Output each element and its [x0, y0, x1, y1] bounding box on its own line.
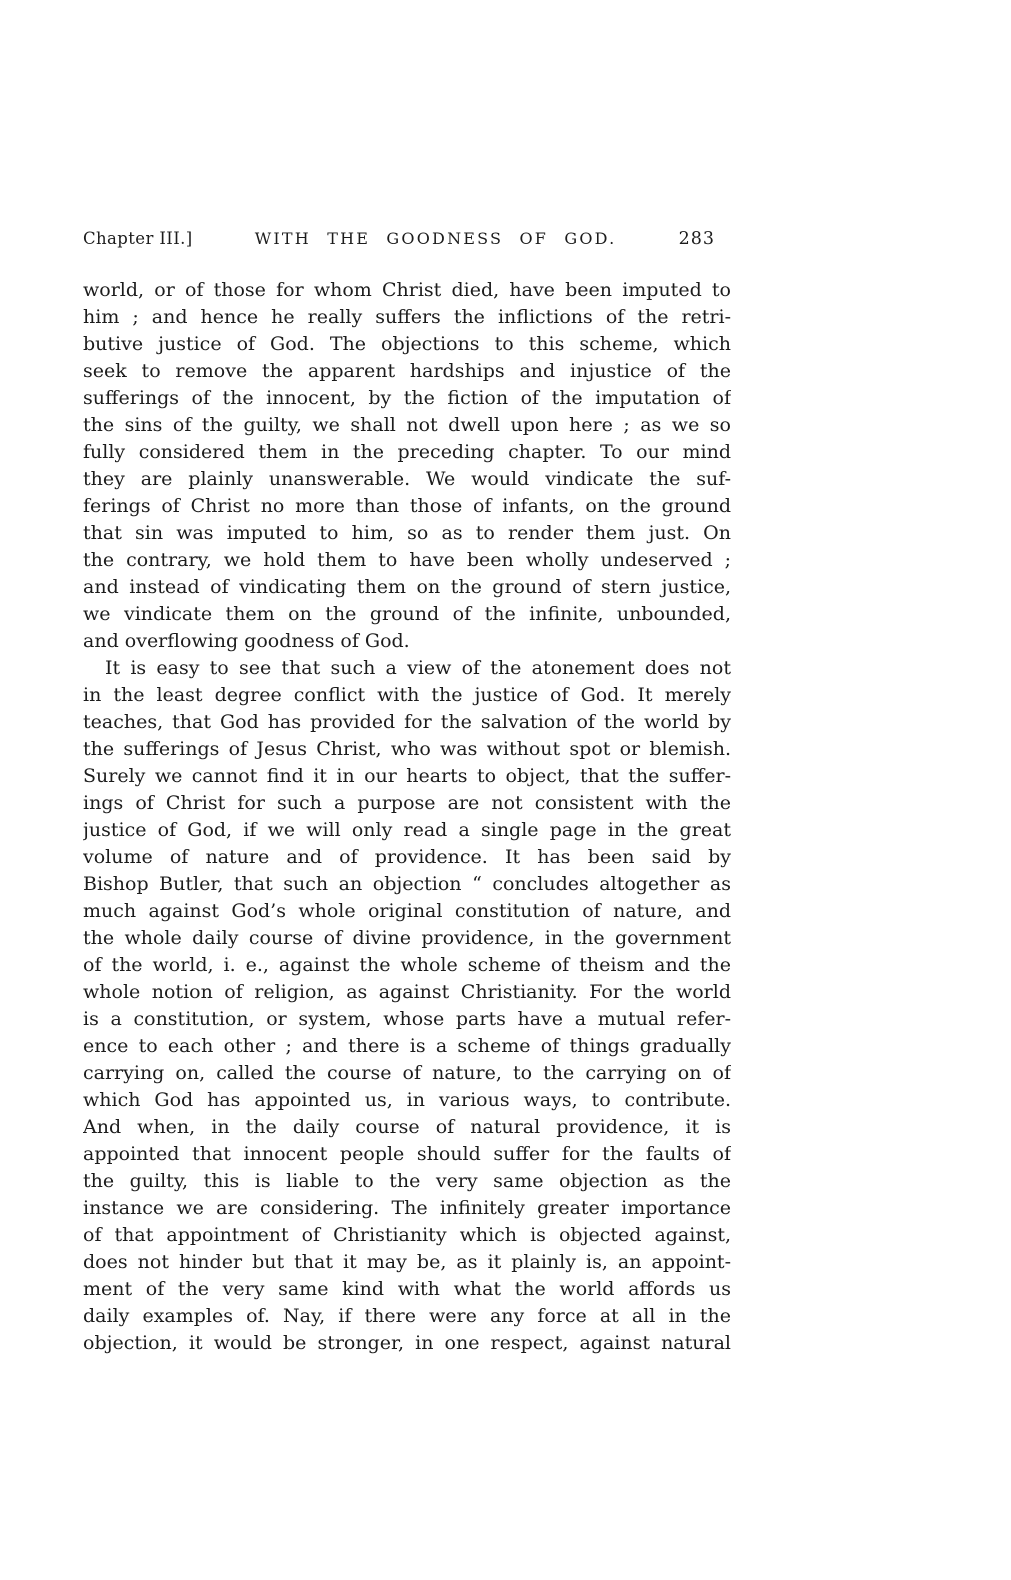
text-line: in the least degree conflict with the justice of God. It merely [83, 684, 731, 706]
text-line: we vindicate them on the ground of the infinite, unbounded, [83, 603, 731, 625]
paragraph [83, 655, 731, 1357]
text-line: of that appointment of Christianity which is objected against, [83, 1224, 731, 1246]
text-line: butive justice of God. The objections to this scheme, which [83, 333, 731, 355]
text-block [83, 277, 731, 1357]
text-line: And when, in the daily course of natural providence, it is [83, 1116, 731, 1138]
text-line: the sins of the guilty, we shall not dwell upon here ; as we so [83, 414, 731, 436]
text-line: fully considered them in the preceding chapter. To our mind [83, 441, 731, 463]
text-line: daily examples of. Nay, if there were any force at all in the [83, 1305, 731, 1327]
page-header [83, 229, 731, 255]
text-line: him ; and hence he really suffers the inflictions of the retri- [83, 306, 731, 328]
text-line: the contrary, we hold them to have been wholly undeserved ; [83, 549, 731, 571]
text-line: and overflowing goodness of God. [83, 630, 410, 652]
text-column [83, 229, 731, 1357]
text-line: appointed that innocent people should suffer for the faults of [83, 1143, 731, 1165]
text-line: justice of God, if we will only read a single page in the great [83, 819, 731, 841]
text-line: Surely we cannot find it in our hearts to object, that the suffer- [83, 765, 731, 787]
running-title: WITH THE GOODNESS OF GOD. [254, 229, 617, 248]
page-number: 283 [678, 229, 715, 249]
text-line: much against God’s whole original constitution of nature, and [83, 900, 731, 922]
text-line: does not hinder but that it may be, as it plainly is, an appoint- [83, 1251, 731, 1273]
text-line: It is easy to see that such a view of the atonement does not [105, 657, 731, 679]
text-line: sufferings of the innocent, by the fiction of the imputation of [83, 387, 731, 409]
text-line: the whole daily course of divine providence, in the government [83, 927, 731, 949]
text-line: instance we are considering. The infinitely greater importance [83, 1197, 731, 1219]
text-line: they are plainly unanswerable. We would vindicate the suf- [83, 468, 731, 490]
text-line: the guilty, this is liable to the very same objection as the [83, 1170, 731, 1192]
text-line: teaches, that God has provided for the salvation of the world by [83, 711, 731, 733]
text-line: objection, it would be stronger, in one respect, against natural [83, 1332, 731, 1354]
text-line: that sin was imputed to him, so as to render them just. On [83, 522, 731, 544]
text-line: and instead of vindicating them on the ground of stern justice, [83, 576, 731, 598]
text-line: whole notion of religion, as against Christianity. For the world [83, 981, 731, 1003]
text-line: the sufferings of Jesus Christ, who was without spot or blemish. [83, 738, 731, 760]
text-line: is a constitution, or system, whose parts have a mutual refer- [83, 1008, 731, 1030]
text-line: world, or of those for whom Christ died, have been imputed to [83, 279, 731, 301]
text-line: ferings of Christ no more than those of infants, on the ground [83, 495, 731, 517]
text-line: ings of Christ for such a purpose are not consistent with the [83, 792, 731, 814]
text-line: seek to remove the apparent hardships and injustice of the [83, 360, 731, 382]
text-line: which God has appointed us, in various ways, to contribute. [83, 1089, 731, 1111]
text-line: ence to each other ; and there is a scheme of things gradually [83, 1035, 731, 1057]
text-line: Bishop Butler, that such an objection “ concludes altogether as [83, 873, 731, 895]
text-line: of the world, i. e., against the whole scheme of theism and the [83, 954, 731, 976]
text-line: carrying on, called the course of nature, to the carrying on of [83, 1062, 731, 1084]
chapter-label: Chapter III.] [83, 229, 193, 248]
text-line: ment of the very same kind with what the world affords us [83, 1278, 731, 1300]
text-line: volume of nature and of providence. It has been said by [83, 846, 731, 868]
paragraph [83, 277, 731, 655]
